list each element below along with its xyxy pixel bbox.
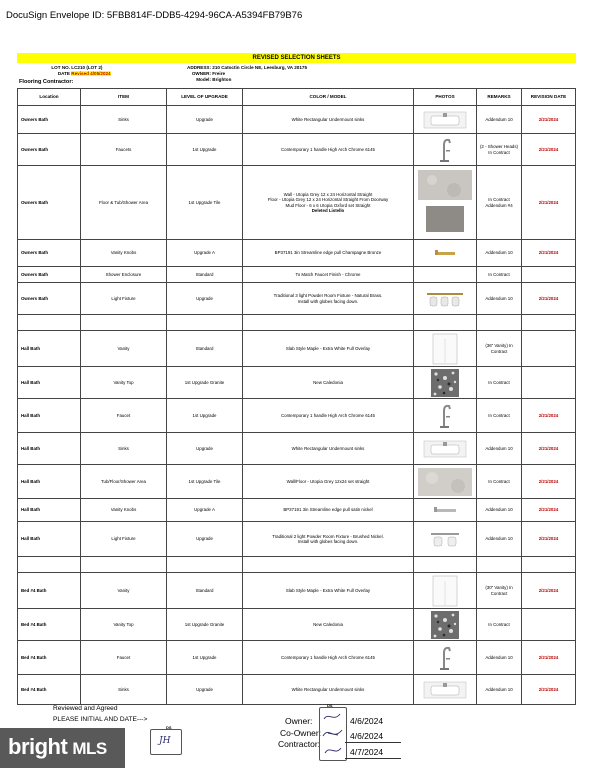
cell-item: Vanity Top: [81, 367, 167, 399]
cell-item: Vanity Knobs: [81, 499, 167, 522]
cell-revision-date: 2/21/2024: [522, 134, 576, 166]
cell-model: [243, 283, 414, 315]
cell-location: Hall Bath: [18, 465, 81, 499]
cell-level: Upgrade: [167, 522, 243, 557]
cell-photo: [414, 367, 477, 399]
cell-revision-date: 2/21/2024: [522, 465, 576, 499]
cell-revision-date: [522, 315, 576, 331]
cell-level: Standard: [167, 331, 243, 367]
envelope-id: DocuSign Envelope ID: 5FBB814F-DDB5-4294-96CA-A5394FB79B76: [6, 10, 303, 21]
cell-item: Faucet: [81, 641, 167, 675]
ds-label-initials: DS: [166, 725, 172, 730]
model-line-bold: Deleted Listello: [311, 207, 345, 213]
col-location: Location: [18, 89, 81, 106]
table-spacer-row: [18, 315, 576, 331]
cell-photo: [414, 331, 477, 367]
cell-item: Sinks: [81, 675, 167, 705]
model-line: Install with globes facing down.: [297, 539, 359, 544]
cell-remarks: Addendum 10: [477, 675, 522, 705]
tile-wide-photo: [418, 468, 472, 496]
table-header: [18, 89, 576, 106]
col-photos: PHOTOS: [414, 89, 477, 106]
cell-remarks: In Contract: [477, 367, 522, 399]
cell-photo: [414, 283, 477, 315]
cell-model: BP37191 3in Streamline edge pull Champagne Bronze: [243, 240, 414, 267]
cell-location: Hall Bath: [18, 433, 81, 465]
cell-model: Contemporary 1 handle High Arch Chrome 6145: [243, 641, 414, 675]
contractor-label: Contractor:: [278, 739, 321, 749]
cell-location: Owners Bath: [18, 166, 81, 240]
cell-location: [18, 315, 81, 331]
cell-item: Light Fixture: [81, 283, 167, 315]
table-row: [18, 134, 576, 166]
vanity-photo: [432, 333, 458, 365]
cell-remarks: Addendum 10: [477, 283, 522, 315]
cell-photo: [414, 267, 477, 283]
cell-photo: [414, 106, 477, 134]
signature-underline: [345, 758, 401, 759]
logo-suffix: MLS: [72, 739, 107, 758]
cell-item: Vanity: [81, 331, 167, 367]
table-row: [18, 465, 576, 499]
cell-level: 1st Upgrade: [167, 641, 243, 675]
cell-photo: [414, 499, 477, 522]
cell-revision-date: 2/21/2024: [522, 166, 576, 240]
banner-title: REVISED SELECTION SHEETS: [17, 53, 576, 63]
sink-photo: [423, 111, 467, 129]
cell-level: 1st Upgrade Granite: [167, 367, 243, 399]
col-revision-date: REVISION DATE: [522, 89, 576, 106]
cell-model: [243, 166, 414, 240]
model-line: Traditional 3 light Powder Room Fixture - Natural Brass.: [273, 293, 383, 299]
sink-photo: [423, 440, 467, 458]
owner-label: OWNER:: [191, 71, 211, 76]
cell-model: New Caledonia: [243, 609, 414, 641]
table-row: [18, 641, 576, 675]
pull-gold-photo: [433, 248, 457, 258]
cell-location: Owners Bath: [18, 267, 81, 283]
table-row: [18, 106, 576, 134]
faucet-photo: [437, 403, 453, 429]
cell-remarks: (2 - Shower Heads) In Contract: [477, 134, 522, 166]
cell-level: Upgrade: [167, 283, 243, 315]
cell-location: Hall Bath: [18, 399, 81, 433]
cell-level: 1st Upgrade: [167, 134, 243, 166]
cell-level: Upgrade A: [167, 240, 243, 267]
cell-revision-date: [522, 267, 576, 283]
cell-remarks: (36" Vanity) In Contract: [477, 331, 522, 367]
table-row: [18, 331, 576, 367]
lot-no: LC210 (LOT 2): [71, 65, 103, 70]
cell-model: White Rectangular Undermount sinks: [243, 106, 414, 134]
cell-level: Upgrade: [167, 106, 243, 134]
lot-no-label: LOT NO.: [51, 65, 70, 70]
cell-revision-date: 2/21/2024: [522, 433, 576, 465]
date-label: DATE: [57, 71, 70, 76]
cell-level: Standard: [167, 267, 243, 283]
cell-level: Upgrade A: [167, 499, 243, 522]
meta-left: [19, 65, 111, 77]
owner-label: Owner:: [285, 716, 313, 726]
contractor-date: 4/7/2024: [350, 747, 384, 757]
cell-photo: [414, 557, 477, 573]
cell-revision-date: 2/21/2024: [522, 106, 576, 134]
model-line: Traditional 2 light Powder Room Fixture - Brushed Nickel.: [272, 533, 384, 539]
cell-location: Hall Bath: [18, 499, 81, 522]
cell-remarks: Addendum 10: [477, 433, 522, 465]
cell-photo: [414, 573, 477, 609]
cell-item: Faucet: [81, 399, 167, 433]
granite-photo: [431, 369, 459, 397]
cell-remarks: (30" Vanity) In Contract: [477, 573, 522, 609]
table-row: [18, 675, 576, 705]
table-row: [18, 367, 576, 399]
vanity-photo: [432, 575, 458, 607]
cell-revision-date: [522, 367, 576, 399]
cell-model: Wall/Floor - Utopia Grey 12x24 set straight: [243, 465, 414, 499]
model-label: Model:: [196, 77, 211, 82]
cell-level: 1st Upgrade Granite: [167, 609, 243, 641]
cell-revision-date: [522, 557, 576, 573]
cell-revision-date: 2/21/2024: [522, 573, 576, 609]
cell-item: [81, 557, 167, 573]
cell-level: Upgrade: [167, 433, 243, 465]
col-item: ITEM: [81, 89, 167, 106]
cell-remarks: Addendum 10: [477, 499, 522, 522]
cell-model: [243, 557, 414, 573]
cell-remarks: In Contract: [477, 399, 522, 433]
cell-remarks: Addendum 10: [477, 106, 522, 134]
cell-remarks: In Contract Addendum #4: [477, 166, 522, 240]
cell-photo: [414, 465, 477, 499]
initials-box[interactable]: [150, 729, 182, 755]
light-nickel-photo: [428, 529, 462, 549]
cell-model: To Match Faucet Finish - Chrome: [243, 267, 414, 283]
cell-model: [243, 522, 414, 557]
cell-item: Shower Enclosure: [81, 267, 167, 283]
cell-item: Light Fixture: [81, 522, 167, 557]
cell-model: [243, 315, 414, 331]
cell-model: Slab Style Maple - Extra White Full Overlay: [243, 331, 414, 367]
cell-revision-date: 2/21/2024: [522, 522, 576, 557]
cell-model: White Rectangular Undermount sinks: [243, 675, 414, 705]
col-level: LEVEL OF UPGRADE: [167, 89, 243, 106]
cell-model: Contemporary 1 handle High Arch Chrome 6145: [243, 399, 414, 433]
cell-location: Hall Bath: [18, 331, 81, 367]
cell-model: BP37191 3in Streamline edge pull satin nickel: [243, 499, 414, 522]
reviewed-agreed: Reviewed and Agreed: [53, 705, 118, 712]
cell-item: Floor & Tub/Shower Area: [81, 166, 167, 240]
address-label: ADDRESS:: [187, 65, 211, 70]
cell-photo: [414, 240, 477, 267]
cell-remarks: [477, 557, 522, 573]
model-line: Install with globes facing down.: [297, 298, 359, 304]
light-brass-photo: [425, 289, 465, 309]
cell-level: 1st Upgrade Tile: [167, 465, 243, 499]
meta-right: [180, 65, 307, 83]
ds-label-signatures: DS: [327, 703, 333, 708]
cell-item: Sinks: [81, 106, 167, 134]
cell-model: Contemporary 1 handle High Arch Chrome 6145: [243, 134, 414, 166]
cell-level: [167, 315, 243, 331]
signature-box[interactable]: [319, 707, 347, 761]
col-remarks: REMARKS: [477, 89, 522, 106]
cell-location: [18, 557, 81, 573]
cell-photo: [414, 399, 477, 433]
cell-item: [81, 315, 167, 331]
cell-remarks: Addendum 10: [477, 240, 522, 267]
model: Brighton: [212, 77, 232, 82]
cell-level: 1st Upgrade Tile: [167, 166, 243, 240]
cell-remarks: [477, 315, 522, 331]
cell-location: Owners Bath: [18, 134, 81, 166]
granite-photo: [431, 611, 459, 639]
cell-location: Hall Bath: [18, 522, 81, 557]
table-row: [18, 240, 576, 267]
owner-date: 4/6/2024: [350, 716, 384, 726]
revised-date: Revised 4/05/2024: [71, 71, 111, 76]
col-model: COLOR / MODEL: [243, 89, 414, 106]
selection-table: [17, 88, 576, 705]
model-line: Floor - Utopia Grey 12 x 24 Horizontal Straight From Doorway: [267, 197, 389, 203]
cell-revision-date: [522, 609, 576, 641]
table-spacer-row: [18, 557, 576, 573]
cell-item: Faucets: [81, 134, 167, 166]
cell-photo: [414, 675, 477, 705]
cell-remarks: Addendum 10: [477, 522, 522, 557]
model-line: Wall - Utopia Grey 12 x 24 Horizontal Straight: [283, 191, 373, 197]
cell-revision-date: 2/21/2024: [522, 675, 576, 705]
cell-model: White Rectangular Undermount sinks: [243, 433, 414, 465]
cell-location: Owners Bath: [18, 106, 81, 134]
cell-model: New Caledonia: [243, 367, 414, 399]
cell-revision-date: 2/21/2024: [522, 399, 576, 433]
cell-location: Owners Bath: [18, 240, 81, 267]
cell-revision-date: [522, 331, 576, 367]
cell-location: Bed #4 Bath: [18, 573, 81, 609]
owner: Freire: [212, 71, 226, 76]
cell-photo: [414, 166, 477, 240]
table-row: [18, 283, 576, 315]
cell-location: Bed #4 Bath: [18, 609, 81, 641]
cell-photo: [414, 433, 477, 465]
cell-remarks: In Contract: [477, 465, 522, 499]
cell-level: [167, 557, 243, 573]
initials-signature: JH: [159, 736, 171, 746]
table-row: [18, 609, 576, 641]
cell-photo: [414, 609, 477, 641]
table-row: [18, 433, 576, 465]
cell-revision-date: 2/21/2024: [522, 499, 576, 522]
cell-item: Vanity Top: [81, 609, 167, 641]
flooring-contractor: Flooring Contractor:: [19, 79, 74, 85]
cell-remarks: Addendum 10: [477, 641, 522, 675]
faucet-photo: [437, 645, 453, 671]
signature-underline: [345, 742, 401, 743]
cell-photo: [414, 134, 477, 166]
cell-item: Sinks: [81, 433, 167, 465]
table-row: [18, 522, 576, 557]
cell-model: Slab Style Maple - Extra White Full Overlay: [243, 573, 414, 609]
table-row: [18, 166, 576, 240]
cell-level: 1st Upgrade: [167, 399, 243, 433]
cell-revision-date: 2/21/2024: [522, 240, 576, 267]
cell-photo: [414, 315, 477, 331]
co-owner-label: Co-Owner:: [280, 728, 322, 738]
initial-and-date: PLEASE INITIAL AND DATE--->: [53, 716, 148, 723]
cell-photo: [414, 522, 477, 557]
cell-photo: [414, 641, 477, 675]
cell-revision-date: 2/21/2024: [522, 283, 576, 315]
faucet-photo: [437, 137, 453, 163]
table-row: [18, 399, 576, 433]
logo-text: bright: [8, 734, 68, 759]
table-row: [18, 499, 576, 522]
cell-level: Upgrade: [167, 675, 243, 705]
cell-item: Vanity Knobs: [81, 240, 167, 267]
model-line: Mud Floor - 6 x 6 Utopia Oxford set Straight: [285, 202, 371, 208]
table-body: [18, 106, 576, 705]
cell-item: Vanity: [81, 573, 167, 609]
cell-remarks: In Contract: [477, 267, 522, 283]
signatures-drawing: [320, 708, 346, 760]
cell-location: Owners Bath: [18, 283, 81, 315]
table-row: [18, 573, 576, 609]
cell-location: Bed #4 Bath: [18, 675, 81, 705]
cell-revision-date: 2/21/2024: [522, 641, 576, 675]
table-row: [18, 267, 576, 283]
cell-remarks: In Contract: [477, 609, 522, 641]
address: 210 Catoctin Circle NE, Leesburg, VA 20175: [212, 65, 307, 70]
pull-nickel-photo: [432, 505, 458, 515]
co-owner-date: 4/6/2024: [350, 731, 384, 741]
tile-photo: [418, 170, 472, 236]
cell-level: Standard: [167, 573, 243, 609]
cell-location: Hall Bath: [18, 367, 81, 399]
sink-photo: [423, 681, 467, 699]
bright-mls-logo: [0, 728, 125, 768]
cell-location: Bed #4 Bath: [18, 641, 81, 675]
cell-item: Tub/Floor/Shower Area: [81, 465, 167, 499]
